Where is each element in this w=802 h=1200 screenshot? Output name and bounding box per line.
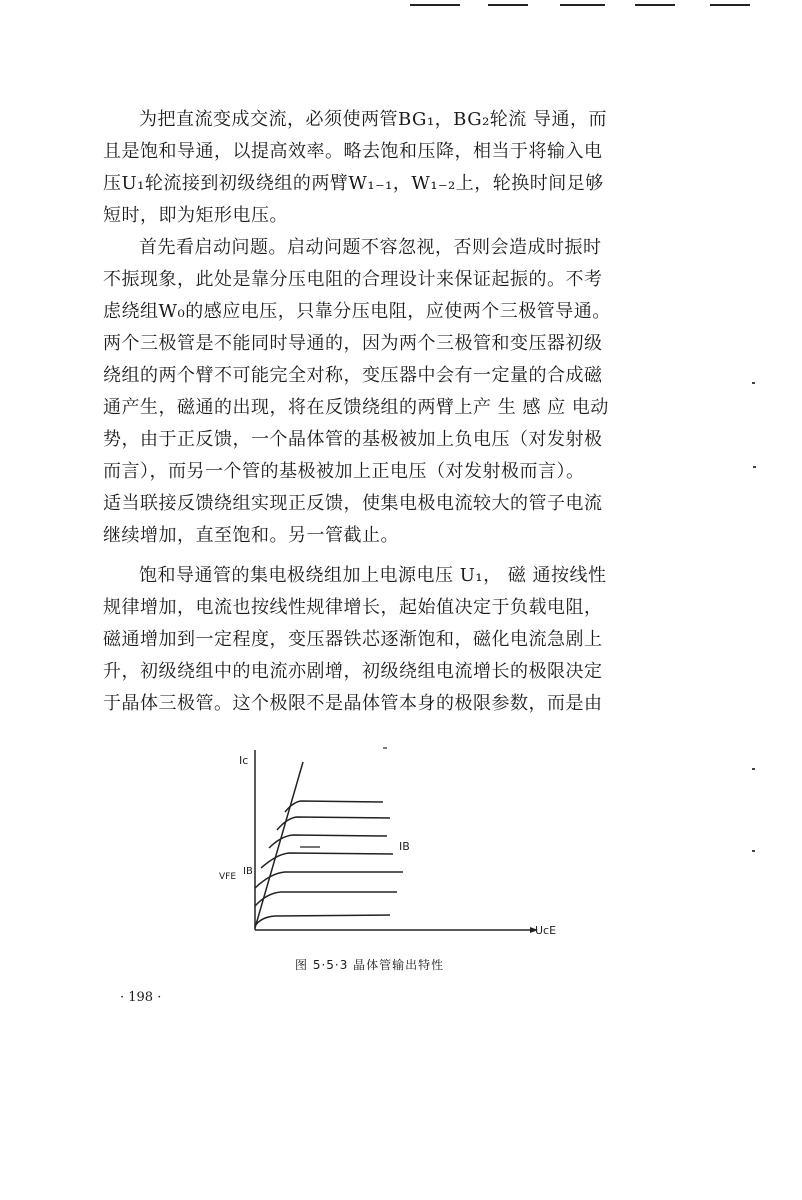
curve-ib-7	[285, 801, 383, 812]
scan-speck	[752, 382, 755, 384]
scan-speck	[752, 768, 755, 770]
paragraph-1	[103, 104, 679, 232]
ib-curve-label: IB	[399, 840, 410, 853]
vfe-label: VFE	[219, 872, 237, 882]
text-line: 不振现象，此处是靠分压电阻的合理设计来保证起振的。不考	[103, 269, 603, 290]
text-line: 首先看启动问题。启动问题不容忽视，否则会造成时振时	[139, 237, 602, 258]
text-line: 而言），而另一个管的基极被加上正电压（对发射极而言）。	[103, 461, 585, 482]
y-axis-label: Ic	[239, 754, 249, 767]
text-line: 继续增加，直至饱和。另一管截止。	[103, 525, 399, 546]
curve-ib-4	[261, 853, 393, 868]
text-line: 适当联接反馈绕组实现正反馈，使集电极电流较大的管子电流	[103, 493, 603, 514]
text-line: 饱和导通管的集电极绕组加上电源电压 U₁， 磁 通按线性	[139, 565, 607, 586]
text-line: 磁通增加到一定程度，变压器铁芯逐渐饱和，磁化电流急剧上	[103, 629, 603, 650]
text-line: 通产生，磁通的出现，将在反馈绕组的两臂上产 生 感 应 电动	[103, 397, 609, 418]
scan-speck	[753, 466, 756, 468]
ib-left-label: IB	[243, 866, 253, 877]
text-line: 绕组的两个臂不可能完全对称，变压器中会有一定量的合成磁	[103, 365, 603, 386]
paragraph-2	[103, 232, 679, 552]
scan-speck	[752, 850, 755, 852]
text-line: 为把直流变成交流，必须使两管BG₁，BG₂轮流 导通，而	[139, 109, 608, 130]
text-line: 升，初级绕组中的电流亦剧增，初级绕组电流增长的极限决定	[103, 661, 603, 682]
text-line: 短时，即为矩形电压。	[103, 205, 288, 226]
text-line: 两个三极管是不能同时导通的，因为两个三极管和变压器初级	[103, 333, 603, 354]
paragraph-3	[103, 560, 679, 720]
curve-ib-3	[255, 872, 403, 888]
text-line: 且是饱和导通，以提高效率。略去饱和压降，相当于将输入电	[103, 141, 603, 162]
text-line: 压U₁轮流接到初级绕组的两臂W₁₋₁，W₁₋₂上，轮换时间足够	[103, 173, 604, 194]
output-characteristic-figure	[215, 740, 555, 945]
characteristic-curves	[215, 740, 555, 945]
curve-ib-5	[269, 835, 387, 848]
curve-ib-2	[255, 892, 397, 906]
x-axis-label: UcE	[535, 924, 557, 937]
text-line: 于晶体三极管。这个极限不是晶体管本身的极限参数，而是由	[103, 693, 603, 714]
text-line: 规律增加，电流也按线性规律增长，起始值决定于负载电阻，	[103, 597, 603, 618]
figure-caption: 图 5·5·3 晶体管输出特性	[295, 958, 445, 972]
curve-ib-6	[277, 817, 390, 830]
text-line: 势，由于正反馈，一个晶体管的基极被加上负电压（对发射极	[103, 429, 603, 450]
curve-ib-1	[255, 915, 390, 926]
text-line: 虑绕组W₀的感应电压，只靠分压电阻，应使两个三极管导通。	[103, 301, 611, 322]
page-number: · 198 ·	[120, 990, 162, 1005]
saturation-line	[255, 762, 303, 928]
